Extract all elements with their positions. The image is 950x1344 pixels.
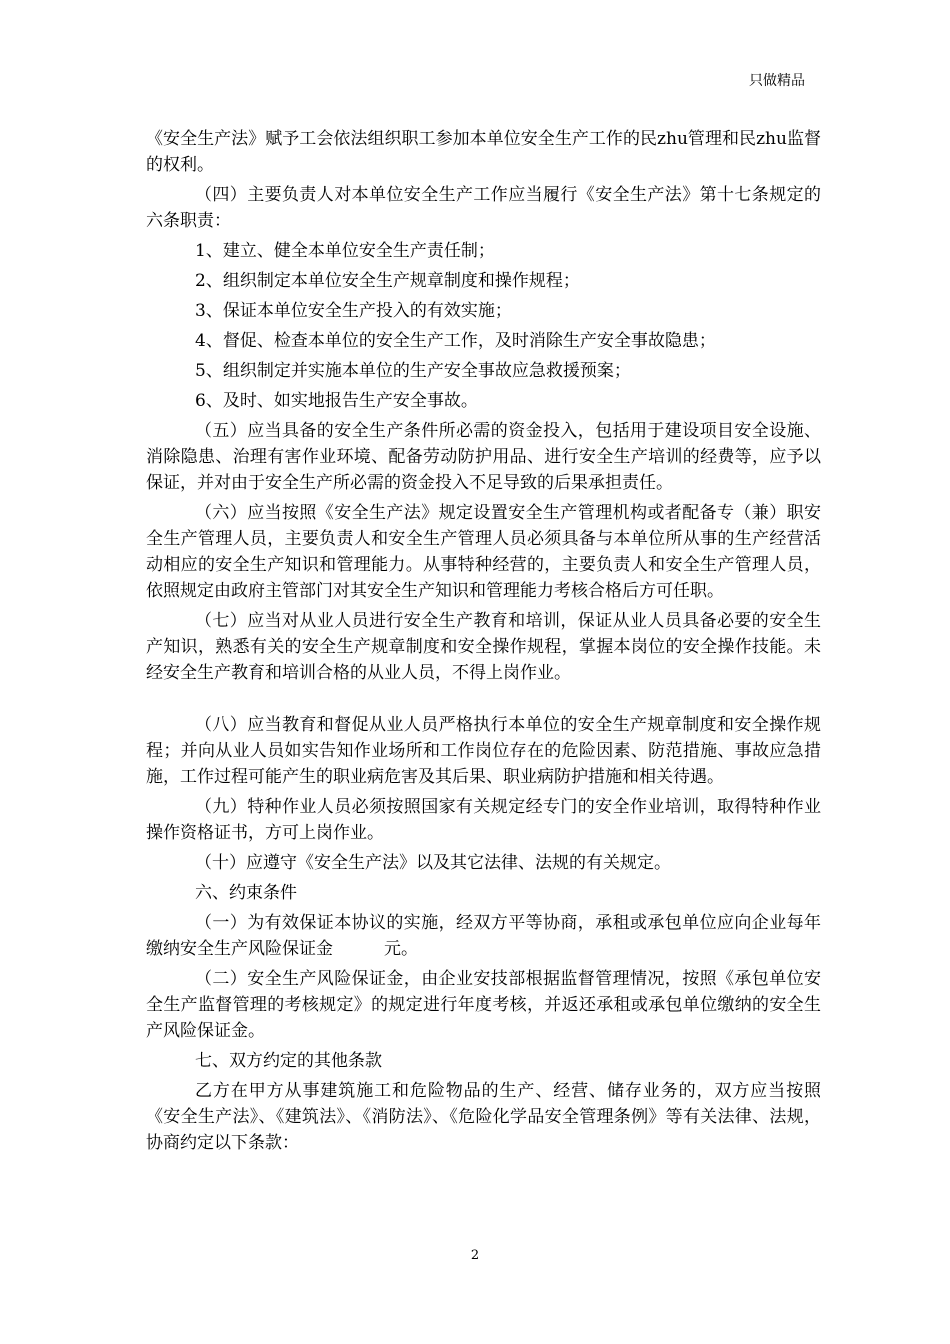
list-item: 4、督促、检查本单位的安全生产工作，及时消除生产安全事故隐患； xyxy=(195,331,716,351)
paragraph: （二）安全生产风险保证金，由企业安技部根据监督管理情况，按照《承包单位安全生产监督管理的考核规定》的规定进行年度考核，并返还承租或承包单位缴纳的安全生产风险保证金。 xyxy=(146,969,821,1041)
paragraph: （十）应遵守《安全生产法》以及其它法律、法规的有关规定。 xyxy=(195,853,671,873)
paragraph: 乙方在甲方从事建筑施工和危险物品的生产、经营、储存业务的，双方应当按照《安全生产法》、《建筑法》、《消防法》、《危险化学品安全管理条例》等有关法律、法规，协商约定以下条款： xyxy=(146,1081,821,1153)
paragraph: （一）为有效保证本协议的实施，经双方平等协商，承租或承包单位应向企业每年缴纳安全生产风险保证金 元。 xyxy=(146,913,821,959)
paragraph: （五）应当具备的安全生产条件所必需的资金投入，包括用于建设项目安全设施、消除隐患、治理有害作业环境、配备劳动防护用品、进行安全生产培训的经费等，应予以保证，并对由于安全生产所必需的资金投入不足导致的后果承担责任。 xyxy=(146,421,821,493)
paragraph: 《安全生产法》赋予工会依法组织职工参加本单位安全生产工作的民zhu管理和民zhu监督的权利。 xyxy=(146,129,821,175)
list-item: 2、组织制定本单位安全生产规章制度和操作规程； xyxy=(195,271,580,291)
document-body xyxy=(146,126,821,1160)
page-number: 2 xyxy=(470,1248,480,1263)
section-heading: 七、双方约定的其他条款 xyxy=(195,1051,382,1071)
list-item: 3、保证本单位安全生产投入的有效实施； xyxy=(195,301,512,321)
paragraph: （七）应当对从业人员进行安全生产教育和培训，保证从业人员具备必要的安全生产知识，熟悉有关的安全生产规章制度和安全操作规程，掌握本岗位的安全操作技能。未经安全生产教育和培训合格的从业人员，不得上岗作业。 xyxy=(146,611,821,683)
paragraph: （九）特种作业人员必须按照国家有关规定经专门的安全作业培训，取得特种作业操作资格证书，方可上岗作业。 xyxy=(146,797,821,843)
page-header: 只做精品 xyxy=(749,73,805,89)
list-item: 1、建立、健全本单位安全生产责任制； xyxy=(195,241,495,261)
paragraph: （八）应当教育和督促从业人员严格执行本单位的安全生产规章制度和安全操作规程；并向从业人员如实告知作业场所和工作岗位存在的危险因素、防范措施、事故应急措施，工作过程可能产生的职业病危害及其后果、职业病防护措施和相关待遇。 xyxy=(146,715,821,787)
section-heading: 六、约束条件 xyxy=(195,883,297,903)
paragraph: （六）应当按照《安全生产法》规定设置安全生产管理机构或者配备专（兼）职安全生产管理人员，主要负责人和安全生产管理人员必须具备与本单位所从事的生产经营活动相应的安全生产知识和管理能力。从事特种经营的，主要负责人和安全生产管理人员，依照规定由政府主管部门对其安全生产知识和管理能力考核合格后方可任职。 xyxy=(146,503,821,601)
list-item: 6、及时、如实地报告生产安全事故。 xyxy=(195,391,478,411)
spacer xyxy=(146,690,821,712)
list-item: 5、组织制定并实施本单位的生产安全事故应急救援预案； xyxy=(195,361,631,381)
paragraph: （四）主要负责人对本单位安全生产工作应当履行《安全生产法》第十七条规定的六条职责： xyxy=(146,185,821,231)
